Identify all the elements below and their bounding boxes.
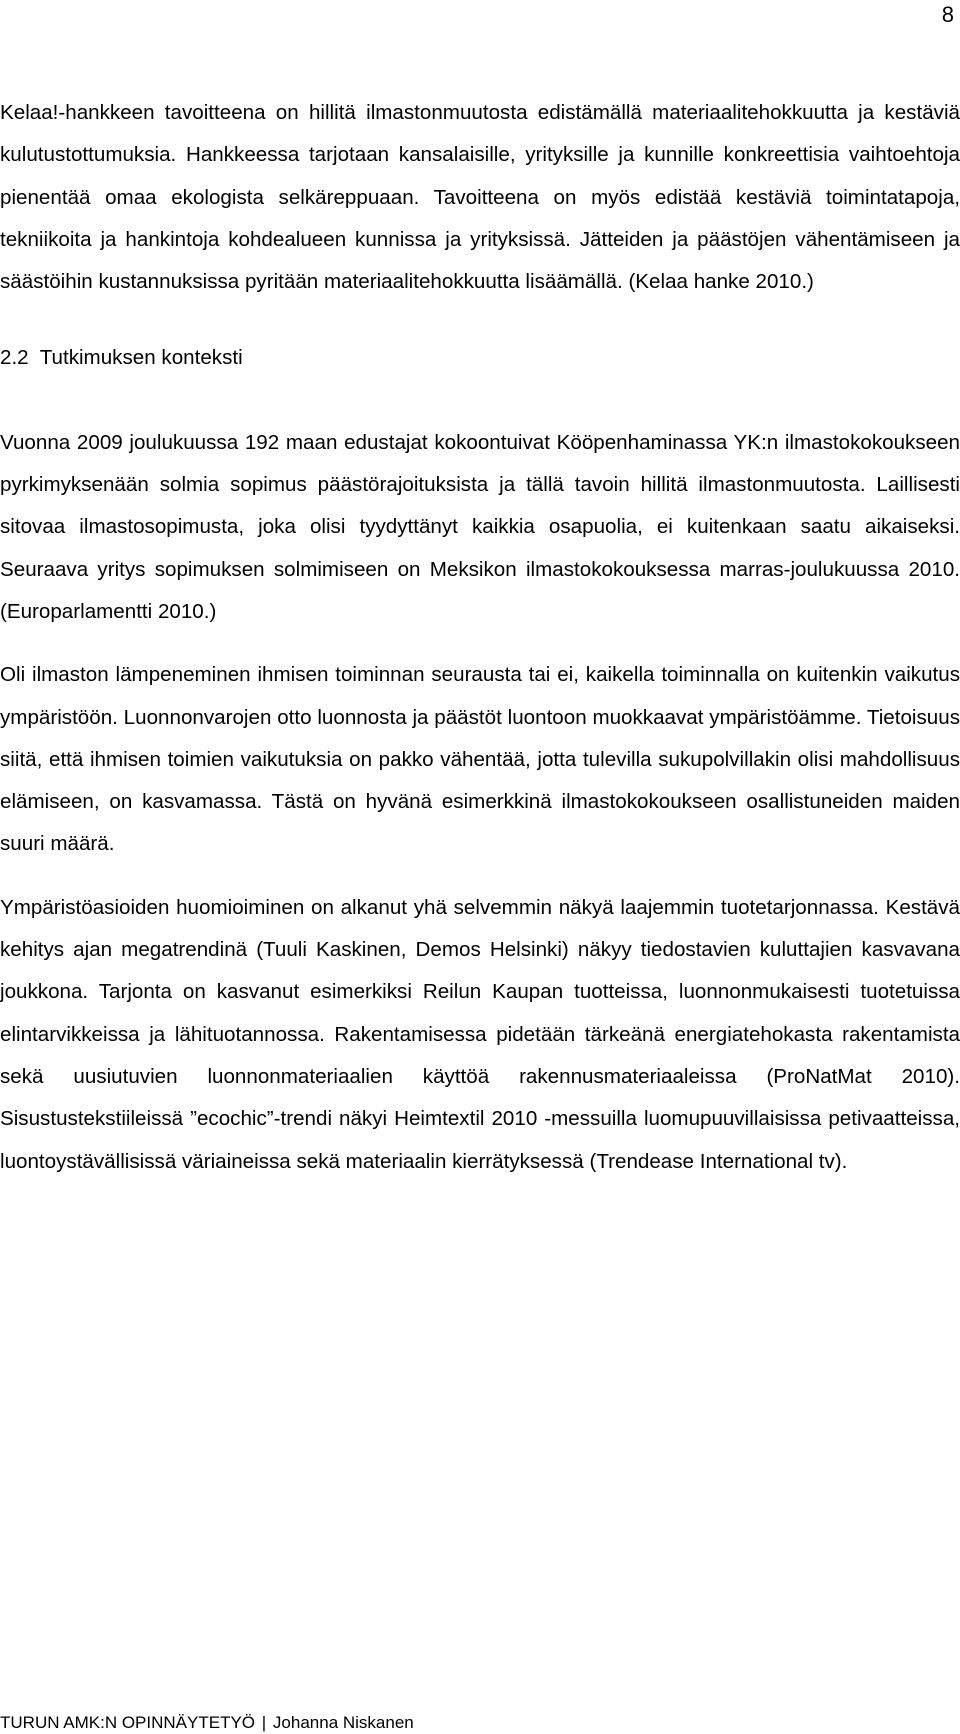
page-number: 8 bbox=[941, 2, 954, 27]
section-heading: 2.2 Tutkimuksen konteksti bbox=[0, 346, 243, 370]
footer-separator: | bbox=[261, 1713, 267, 1732]
paragraph-environmental-impact: Oli ilmaston lämpeneminen ihmisen toiminnan seurausta tai ei, kaikella toiminnalla on kuitenkin vaikutus ympäristöön. Luonnonvarojen otto luonnosta ja päästöt luontoon muokkaavat ympäristöämme. Tietoisuus siitä, että ihmisen toimien vaikutuksia on pakko vähentää, jotta tulevilla sukupolvillakin olisi mahdollisuus elämiseen, on kasvamassa. Tästä on hyvänä esimerkkinä ilmastokokoukseen osallistuneiden maiden suuri määrä. bbox=[0, 663, 960, 856]
paragraph-product-offering: Ympäristöasioiden huomioiminen on alkanut yhä selvemmin näkyä laajemmin tuotetarjonnassa. Kestävä kehitys ajan megatrendinä (Tuuli Kaskinen, Demos Helsinki) näkyy tiedostavien kuluttajien kasvavana joukkona. Tarjonta on kasvanut esimerkiksi Reilun Kaupan tuotteissa, luonnonmukaisesti tuotetuissa elintarvikkeissa ja lähituotannossa. Rakentamisessa pidetään tärkeänä energiatehokasta rakentamista sekä uusiutuvien luonnonmateriaalien käyttöä rakennusmateriaaleissa (ProNatMat 2010). Sisustustekstiileissä ”ecochic”-trendi näkyi Heimtextil 2010 -messuilla luomupuuvillaisissa petivaatteissa, luontoystävällisissä väriaineissa sekä materiaalin kierrätyksessä (Trendease International tv). bbox=[0, 895, 960, 1173]
page-footer bbox=[0, 1712, 414, 1734]
footer-author: Johanna Niskanen bbox=[272, 1713, 414, 1732]
paragraph-intro: Kelaa!-hankkeen tavoitteena on hillitä ilmastonmuutosta edistämällä materiaalitehokkuutta ja kestäviä kulutustottumuksia. Hankkeessa tarjotaan kansalaisille, yrityksille ja kunnille konkreettisia vaihtoehtoja pienentää omaa ekologista selkäreppuaan. Tavoitteena on myös edistää kestäviä toimintatapoja, tekniikoita ja hankintoja kohdealueen kunnissa ja yrityksissä. Jätteiden ja päästöjen vähentämiseen ja säästöihin kustannuksissa pyritään materiaalitehokkuutta lisäämällä. (Kelaa hanke 2010.) bbox=[0, 101, 960, 294]
document-body bbox=[0, 92, 960, 1183]
footer-institution: TURUN AMK:N OPINNÄYTETYÖ bbox=[0, 1713, 256, 1732]
paragraph-climate-conference: Vuonna 2009 joulukuussa 192 maan edustajat kokoontuivat Kööpenhaminassa YK:n ilmastokokoukseen pyrkimyksenään solmia sopimus päästörajoituksista ja tällä tavoin hillitä ilmastonmuutosta. Laillisesti sitovaa ilmastosopimusta, joka olisi tyydyttänyt kaikkia osapuolia, ei kuitenkaan saatu aikaiseksi. Seuraava yritys sopimuksen solmimiseen on Meksikon ilmastokokouksessa marras-joulukuussa 2010. (Europarlamentti 2010.) bbox=[0, 430, 960, 623]
